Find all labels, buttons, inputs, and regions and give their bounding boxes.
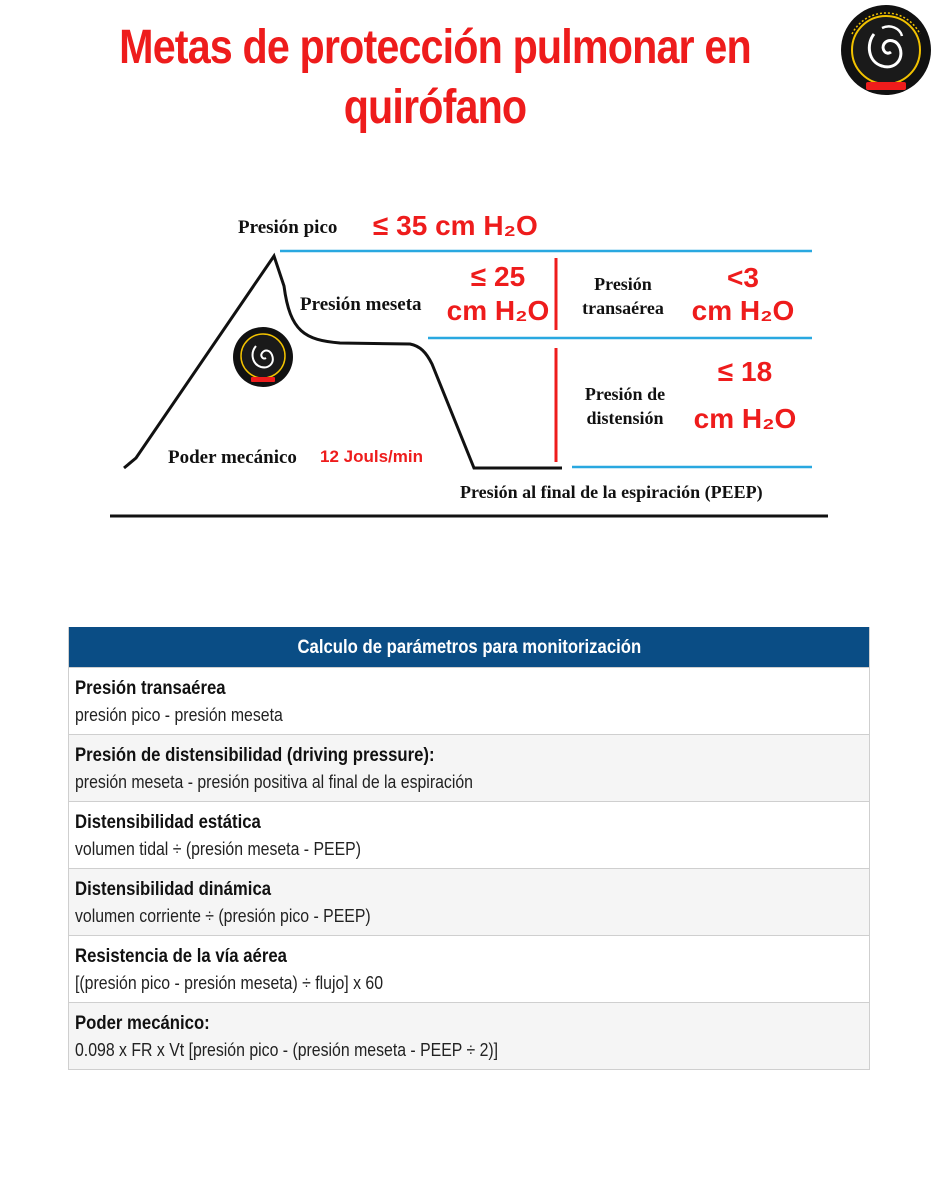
driving-value-2: cm H₂O xyxy=(693,403,797,434)
table-row xyxy=(69,935,869,1002)
row-title: Distensibilidad dinámica xyxy=(75,879,272,900)
power-value: 12 Jouls/min xyxy=(320,447,423,466)
driving-value-1: ≤ 18 xyxy=(717,356,773,387)
row-title: Presión transaérea xyxy=(75,678,226,699)
peak-label: Presión pico xyxy=(238,217,338,238)
aventro-logo-small xyxy=(232,326,294,388)
table-row xyxy=(69,1002,869,1069)
table-row xyxy=(69,734,869,801)
peak-value: ≤ 35 cm H₂O xyxy=(373,210,538,241)
driving-label-2: distensión xyxy=(586,408,664,428)
driving-label-1: Presión de xyxy=(584,384,666,404)
row-title: Poder mecánico: xyxy=(75,1013,210,1034)
transairway-label-2: transaérea xyxy=(582,298,664,318)
transairway-value-1: <3 xyxy=(727,262,759,293)
plateau-value-1: ≤ 25 xyxy=(470,261,526,292)
aventro-logo xyxy=(836,4,936,96)
row-title: Distensibilidad estática xyxy=(75,812,261,833)
row-formula: presión meseta - presión positiva al final de la espiración xyxy=(75,772,473,792)
page-title: Metas de protección pulmonar en quirófano xyxy=(119,21,751,134)
row-formula: 0.098 x FR x Vt [presión pico - (presión meseta - PEEP ÷ 2)] xyxy=(75,1040,499,1060)
peep-label: Presión al final de la espiración (PEEP) xyxy=(460,482,763,502)
table-row xyxy=(69,801,869,868)
table-row xyxy=(69,667,869,734)
row-formula: [(presión pico - presión meseta) ÷ flujo] x 60 xyxy=(75,973,384,993)
plateau-label: Presión meseta xyxy=(300,294,422,315)
row-formula: presión pico - presión meseta xyxy=(75,705,283,725)
row-formula: volumen corriente ÷ (presión pico - PEEP) xyxy=(75,906,371,926)
table-header xyxy=(69,627,869,667)
row-title: Resistencia de la vía aérea xyxy=(75,946,287,967)
transairway-label-1: Presión xyxy=(594,274,652,294)
pressure-curve-diagram xyxy=(0,180,937,540)
table-header-text: Calculo de parámetros para monitorización xyxy=(297,637,641,658)
power-label: Poder mecánico xyxy=(168,447,297,468)
monitoring-parameters-table xyxy=(68,627,870,1070)
row-formula: volumen tidal ÷ (presión meseta - PEEP) xyxy=(75,839,362,859)
table-row xyxy=(69,868,869,935)
transairway-value-2: cm H₂O xyxy=(691,295,795,326)
plateau-value-2: cm H₂O xyxy=(446,295,550,326)
row-title: Presión de distensibilidad (driving pressure): xyxy=(75,745,435,766)
